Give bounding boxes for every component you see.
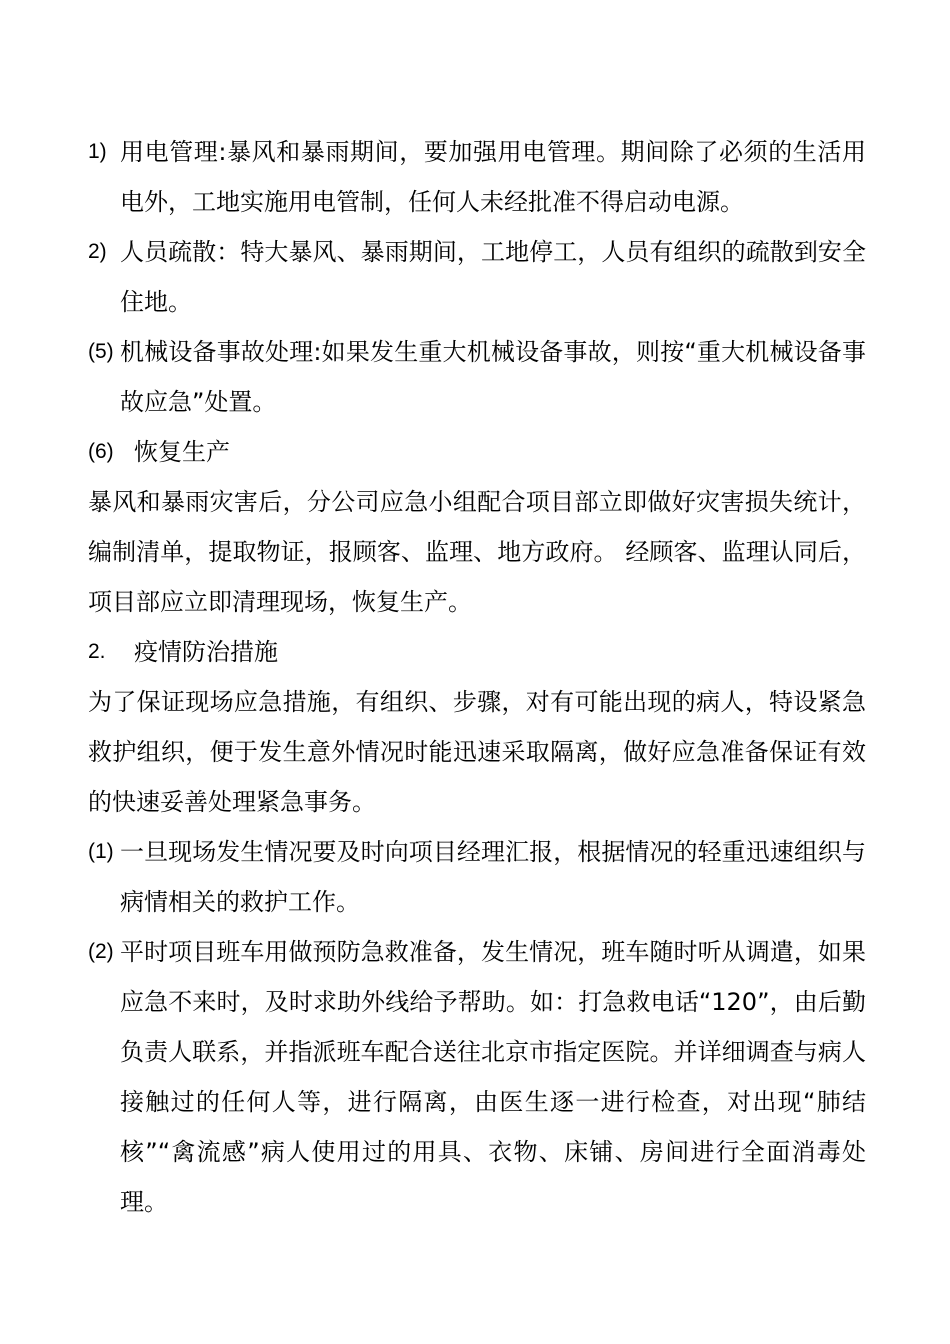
list-item-equipment-accident [88, 327, 866, 427]
list-item-shuttle [88, 927, 866, 1227]
heading-number: 2. [88, 640, 106, 663]
list-text: 机械设备事故处理:如果发生重大机械设备事故，则按“重大机械设备事故应急”处置。 [120, 338, 866, 416]
list-number: (1) [88, 840, 114, 863]
list-item-report [88, 827, 866, 927]
section-heading-recover [88, 427, 866, 477]
paragraph-recover: 暴风和暴雨灾害后，分公司应急小组配合项目部立即做好灾害损失统计，编制清单，提取物证，报顾客、监理、地方政府。 经顾客、监理认同后，项目部应立即清理现场，恢复生产。 [88, 488, 866, 616]
list-item-power-management [88, 127, 866, 227]
document-body [88, 127, 866, 1227]
section-heading-epidemic [88, 627, 866, 677]
list-text: 用电管理:暴风和暴雨期间，要加强用电管理。期间除了必须的生活用电外，工地实施用电管制，任何人未经批准不得启动电源。 [120, 138, 866, 216]
heading-text: 疫情防治措施 [134, 638, 278, 666]
paragraph-epidemic: 为了保证现场应急措施，有组织、步骤，对有可能出现的病人，特设紧急救护组织，便于发生意外情况时能迅速采取隔离，做好应急准备保证有效的快速妥善处理紧急事务。 [88, 688, 866, 816]
heading-text: 恢复生产 [134, 438, 230, 466]
heading-number: (6) [88, 440, 114, 463]
list-number: 2) [88, 240, 107, 263]
list-number: (2) [88, 940, 114, 963]
list-text: 人员疏散：特大暴风、暴雨期间，工地停工，人员有组织的疏散到安全住地。 [120, 238, 866, 316]
list-number: 1) [88, 140, 107, 163]
list-text: 平时项目班车用做预防急救准备，发生情况，班车随时听从调遣，如果应急不来时，及时求助外线给予帮助。如：打急救电话“120”，由后勤负责人联系，并指派班车配合送往北京市指定医院。并详细调查与病人接触过的任何人等，进行隔离，由医生逐一进行检查，对出现“肺结核”“禽流感”病人使用过的用具、衣物、床铺、房间进行全面消毒处理。 [120, 938, 866, 1216]
list-number: (5) [88, 340, 114, 363]
list-text: 一旦现场发生情况要及时向项目经理汇报，根据情况的轻重迅速组织与病情相关的救护工作。 [120, 838, 866, 916]
list-item-evacuation [88, 227, 866, 327]
